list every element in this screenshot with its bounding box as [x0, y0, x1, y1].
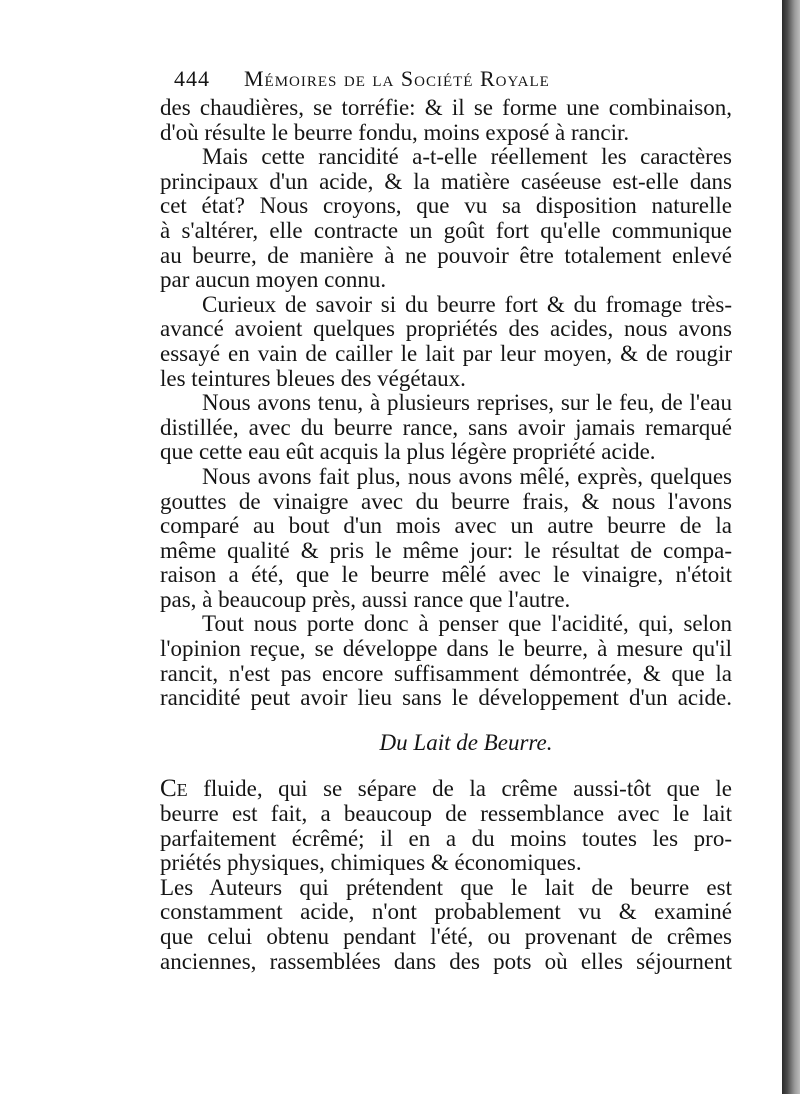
page-number: 444 — [174, 66, 210, 91]
text-line: pas, à beaucoup près, aussi rance que l'autre. — [160, 586, 571, 612]
text-fragment: fluide, qui se sépare de la crême aussi-tôt que le — [203, 776, 732, 802]
text-line: d'où résulte le beurre fondu, moins exposé à rancir. — [160, 119, 630, 145]
text-line: priétés physiques, chimiques & économiques. — [160, 850, 582, 876]
text-line: les teintures bleues des végétaux. — [160, 365, 466, 391]
page-header — [160, 62, 732, 96]
text-line: des chaudières, se torréfie: & il se forme une combinaison, — [160, 95, 732, 120]
drop-cap: Ce — [160, 775, 188, 803]
text-line: constamment acide, n'ont probablement vu & examiné — [160, 899, 732, 925]
text-line: cet état? Nous croyons, que vu sa disposition naturelle — [160, 193, 732, 219]
text-line: par aucun moyen connu. — [160, 267, 387, 293]
paragraph — [160, 293, 732, 391]
text-line: comparé au bout d'un mois avec un autre beurre de la — [160, 513, 732, 539]
text-block — [160, 62, 732, 974]
section-title: Du Lait de Beurre. — [379, 729, 553, 755]
paragraph — [160, 612, 732, 710]
text-line: beurre est fait, a beaucoup de ressemblance avec le lait — [160, 801, 732, 827]
text-line — [160, 777, 732, 802]
text-line: au beurre, de manière à ne pouvoir être totalement enlevé — [160, 242, 732, 268]
paragraph — [160, 96, 732, 145]
paragraph — [160, 876, 732, 974]
paragraph — [160, 145, 732, 293]
text-line: Nous avons fait plus, nous avons mêlé, exprès, quelques — [202, 463, 732, 489]
text-line: raison a été, que le beurre mêlé avec le vinaigre, n'étoit — [160, 562, 732, 588]
text-line: Les Auteurs qui prétendent que le lait de beurre est — [160, 874, 732, 900]
text-line: anciennes, rassemblées dans des pots où elles séjournent — [160, 948, 732, 974]
text-line: distillée, avec du beurre rance, sans avoir jamais remarqué — [160, 414, 732, 440]
text-line: Mais cette rancidité a-t-elle réellement les caractères — [202, 144, 732, 170]
paragraph — [160, 391, 732, 465]
text-line: que celui obtenu pendant l'été, ou provenant de crêmes — [160, 924, 732, 949]
text-line: parfaitement écrêmé; il en a du moins toutes les pro- — [160, 825, 732, 851]
text-line: Tout nous porte donc à penser que l'acidité, qui, selon — [202, 611, 732, 637]
text-line: rancit, n'est pas encore suffisamment démontrée, & que la — [160, 660, 732, 686]
text-line: même qualité & pris le même jour: le résultat de compa- — [160, 537, 732, 563]
text-line: à s'altérer, elle contracte un goût fort qu'elle communique — [160, 217, 732, 243]
text-line: principaux d'un acide, & la matière caséeuse est-elle dans — [160, 168, 732, 194]
text-line: avancé avoient quelques propriétés des acides, nous avons — [160, 316, 732, 342]
running-title: Mémoires de la Société Royale — [244, 66, 550, 91]
text-line: rancidité peut avoir lieu sans le développement d'un acide. — [160, 685, 732, 711]
paragraph — [160, 777, 732, 875]
book-spine-shadow — [782, 0, 800, 1094]
text-line: essayé en vain de cailler le lait par leur moyen, & de rougir — [160, 340, 732, 366]
text-line: que cette eau eût acquis la plus légère propriété acide. — [160, 439, 656, 465]
text-line: Curieux de savoir si du beurre fort & du fromage très- — [202, 291, 732, 317]
paragraph — [160, 465, 732, 613]
text-line: gouttes de vinaigre avec du beurre frais, & nous l'avons — [160, 488, 732, 514]
text-line: Nous avons tenu, à plusieurs reprises, sur le feu, de l'eau — [202, 390, 732, 416]
text-line: l'opinion reçue, se développe dans le beurre, à mesure qu'il — [160, 636, 732, 662]
